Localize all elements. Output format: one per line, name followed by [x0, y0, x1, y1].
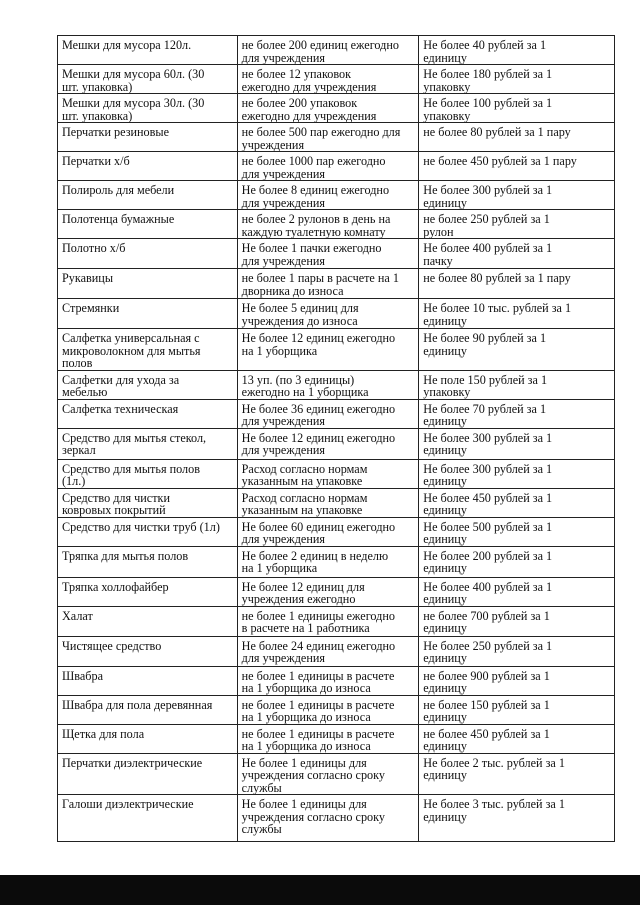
- norm-cell: Не более 24 единиц ежегодно для учреждения: [237, 636, 419, 666]
- price-cell: Не более 3 тыс. рублей за 1 единицу: [419, 795, 615, 842]
- table-row: [58, 299, 615, 329]
- table-row: [58, 329, 615, 371]
- price-cell: Не более 300 рублей за 1 единицу: [419, 459, 615, 488]
- price-cell: Не более 300 рублей за 1 единицу: [419, 428, 615, 459]
- norm-cell: не более 200 единиц ежегодно для учреждения: [237, 36, 419, 65]
- table-row: [58, 239, 615, 269]
- norm-cell: Расход согласно нормам указанным на упаковке: [237, 459, 419, 488]
- item-name-cell: Мешки для мусора 30л. (30 шт. упаковка): [58, 94, 238, 123]
- table-row: [58, 546, 615, 577]
- norm-cell: Расход согласно нормам указанным на упаковке: [237, 488, 419, 517]
- item-name-cell: Рукавицы: [58, 269, 238, 299]
- norm-cell: не более 1 единицы в расчете на 1 уборщика до износа: [237, 695, 419, 724]
- table-row: [58, 370, 615, 399]
- table-row: [58, 753, 615, 795]
- table-row: [58, 459, 615, 488]
- price-cell: не более 700 рублей за 1 единицу: [419, 606, 615, 636]
- price-cell: Не более 100 рублей за 1 упаковку: [419, 94, 615, 123]
- norm-cell: не более 500 пар ежегодно для учреждения: [237, 123, 419, 152]
- price-cell: не более 150 рублей за 1 единицу: [419, 695, 615, 724]
- item-name-cell: Щетка для пола: [58, 724, 238, 753]
- item-name-cell: Полотно х/б: [58, 239, 238, 269]
- price-cell: Не более 10 тыс. рублей за 1 единицу: [419, 299, 615, 329]
- price-cell: Не более 500 рублей за 1 единицу: [419, 517, 615, 546]
- norm-cell: Не более 5 единиц для учреждения до износа: [237, 299, 419, 329]
- table-row: [58, 152, 615, 181]
- norm-cell: Не более 12 единиц ежегодно для учреждения: [237, 428, 419, 459]
- item-name-cell: Тряпка для мытья полов: [58, 546, 238, 577]
- price-cell: Не более 180 рублей за 1 упаковку: [419, 65, 615, 94]
- item-name-cell: Перчатки х/б: [58, 152, 238, 181]
- table-row: [58, 399, 615, 428]
- price-cell: не более 80 рублей за 1 пару: [419, 269, 615, 299]
- norm-cell: не более 1 единицы в расчете на 1 уборщика до износа: [237, 666, 419, 695]
- norm-cell: не более 1000 пар ежегодно для учреждения: [237, 152, 419, 181]
- item-name-cell: Средство для мытья стекол, зеркал: [58, 428, 238, 459]
- table-row: [58, 94, 615, 123]
- table-row: [58, 666, 615, 695]
- item-name-cell: Мешки для мусора 120л.: [58, 36, 238, 65]
- price-cell: не более 80 рублей за 1 пару: [419, 123, 615, 152]
- norm-cell: не более 1 пары в расчете на 1 дворника до износа: [237, 269, 419, 299]
- item-name-cell: Швабра: [58, 666, 238, 695]
- price-cell: Не более 250 рублей за 1 единицу: [419, 636, 615, 666]
- price-cell: не более 450 рублей за 1 пару: [419, 152, 615, 181]
- price-cell: Не более 200 рублей за 1 единицу: [419, 546, 615, 577]
- item-name-cell: Салфетка универсальная с микроволокном для мытья полов: [58, 329, 238, 371]
- price-cell: Не более 70 рублей за 1 единицу: [419, 399, 615, 428]
- item-name-cell: Перчатки резиновые: [58, 123, 238, 152]
- item-name-cell: Средство для чистки труб (1л): [58, 517, 238, 546]
- item-name-cell: Чистящее средство: [58, 636, 238, 666]
- price-cell: Не более 2 тыс. рублей за 1 единицу: [419, 753, 615, 795]
- table-row: [58, 210, 615, 239]
- item-name-cell: Галоши диэлектрические: [58, 795, 238, 842]
- norm-cell: не более 2 рулонов в день на каждую туалетную комнату: [237, 210, 419, 239]
- norm-cell: Не более 2 единиц в неделю на 1 уборщика: [237, 546, 419, 577]
- table-row: [58, 517, 615, 546]
- norm-cell: не более 200 упаковок ежегодно для учреждения: [237, 94, 419, 123]
- item-name-cell: Салфетка техническая: [58, 399, 238, 428]
- table-row: [58, 123, 615, 152]
- item-name-cell: Полироль для мебели: [58, 181, 238, 210]
- item-name-cell: Халат: [58, 606, 238, 636]
- item-name-cell: Тряпка холлофайбер: [58, 577, 238, 606]
- norm-cell: Не более 60 единиц ежегодно для учреждения: [237, 517, 419, 546]
- item-name-cell: Швабра для пола деревянная: [58, 695, 238, 724]
- price-cell: Не более 300 рублей за 1 единицу: [419, 181, 615, 210]
- table-row: [58, 65, 615, 94]
- norm-cell: не более 1 единицы в расчете на 1 уборщика до износа: [237, 724, 419, 753]
- norm-cell: Не более 36 единиц ежегодно для учреждения: [237, 399, 419, 428]
- norm-cell: Не более 1 единицы для учреждения согласно сроку службы: [237, 753, 419, 795]
- item-name-cell: Мешки для мусора 60л. (30 шт. упаковка): [58, 65, 238, 94]
- norm-cell: Не более 12 единиц для учреждения ежегодно: [237, 577, 419, 606]
- table-row: [58, 269, 615, 299]
- item-name-cell: Средство для мытья полов (1л.): [58, 459, 238, 488]
- price-cell: не более 250 рублей за 1 рулон: [419, 210, 615, 239]
- norm-cell: не более 1 единицы ежегодно в расчете на 1 работника: [237, 606, 419, 636]
- table-row: [58, 695, 615, 724]
- price-cell: Не более 40 рублей за 1 единицу: [419, 36, 615, 65]
- item-name-cell: Перчатки диэлектрические: [58, 753, 238, 795]
- table-row: [58, 36, 615, 65]
- table-body: [58, 36, 615, 842]
- item-name-cell: Полотенца бумажные: [58, 210, 238, 239]
- item-name-cell: Стремянки: [58, 299, 238, 329]
- norm-cell: Не более 8 единиц ежегодно для учреждения: [237, 181, 419, 210]
- price-cell: не более 450 рублей за 1 единицу: [419, 724, 615, 753]
- table-row: [58, 488, 615, 517]
- price-cell: Не более 400 рублей за 1 пачку: [419, 239, 615, 269]
- price-cell: не более 900 рублей за 1 единицу: [419, 666, 615, 695]
- norm-cell: Не более 1 единицы для учреждения согласно сроку службы: [237, 795, 419, 842]
- price-cell: Не поле 150 рублей за 1 упаковку: [419, 370, 615, 399]
- item-name-cell: Средство для чистки ковровых покрытий: [58, 488, 238, 517]
- table-row: [58, 428, 615, 459]
- table-row: [58, 795, 615, 842]
- price-cell: Не более 450 рублей за 1 единицу: [419, 488, 615, 517]
- norm-cell: Не более 1 пачки ежегодно для учреждения: [237, 239, 419, 269]
- norm-cell: не более 12 упаковок ежегодно для учреждения: [237, 65, 419, 94]
- item-name-cell: Салфетки для ухода за мебелью: [58, 370, 238, 399]
- table-row: [58, 724, 615, 753]
- norm-cell: Не более 12 единиц ежегодно на 1 уборщика: [237, 329, 419, 371]
- norms-table: [57, 35, 615, 842]
- scan-bottom-band: [0, 875, 640, 905]
- table-row: [58, 577, 615, 606]
- price-cell: Не более 90 рублей за 1 единицу: [419, 329, 615, 371]
- table-row: [58, 636, 615, 666]
- price-cell: Не более 400 рублей за 1 единицу: [419, 577, 615, 606]
- table-row: [58, 606, 615, 636]
- table-row: [58, 181, 615, 210]
- norm-cell: 13 уп. (по 3 единицы) ежегодно на 1 уборщика: [237, 370, 419, 399]
